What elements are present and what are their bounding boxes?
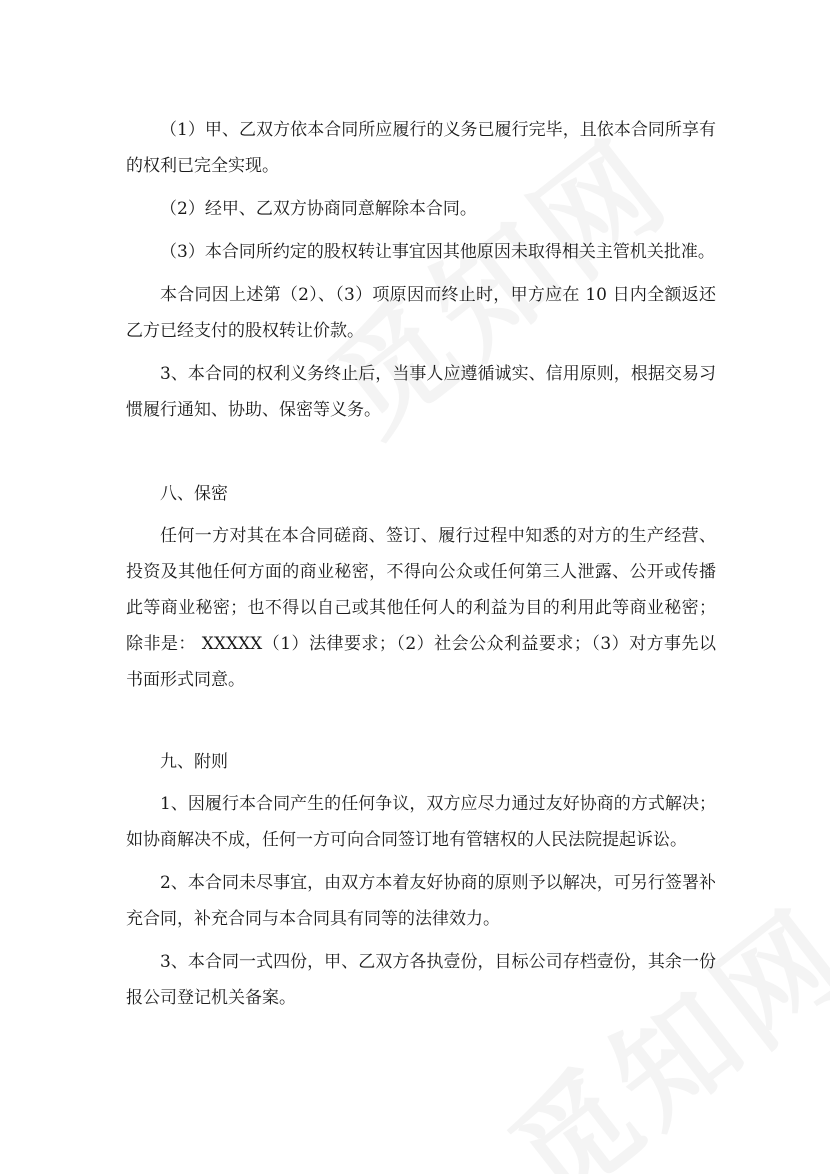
section-heading-confidentiality: 八、保密 [160, 484, 228, 504]
termination-item-3: （3）本合同所约定的股权转让事宜因其他原因未取得相关主管机关批准。 [160, 242, 715, 262]
supplementary-clause-1: 1、因履行本合同产生的任何争议，双方应尽力通过友好协商的方式解决；如协商解决不成，任何一方可向合同签订地有管辖权的人民法院提起诉讼。 [126, 794, 716, 850]
termination-refund: 本合同因上述第（2）、（3）项原因而终止时，甲方应在 10 日内全额返还乙方已经支付的股权转让价款。 [126, 285, 716, 341]
document-body [126, 112, 716, 1023]
termination-item-2: （2）经甲、乙双方协商同意解除本合同。 [160, 199, 477, 219]
confidentiality-body: 任何一方对其在本合同磋商、签订、履行过程中知悉的对方的生产经营、投资及其他任何方面的商业秘密，不得向公众或任何第三人泄露、公开或传播此等商业秘密；也不得以自己或其他任何人的利益为目的利用此等商业秘密；除非是： XXXXX（1）法律要求；（2）社会公众利益要求；（3）对方事先以书面形式同意。 [126, 526, 716, 690]
section-heading-supplementary: 九、附则 [160, 752, 228, 772]
supplementary-clause-2: 2、本合同未尽事宜，由双方本着友好协商的原则予以解决，可另行签署补充合同，补充合同与本合同具有同等的法律效力。 [126, 873, 716, 929]
termination-item-1: （1）甲、乙双方依本合同所应履行的义务已履行完毕，且依本合同所享有的权利已完全实现。 [126, 120, 716, 176]
termination-clause-3: 3、本合同的权利义务终止后，当事人应遵循诚实、信用原则，根据交易习惯履行通知、协助、保密等义务。 [126, 364, 716, 420]
supplementary-clause-3: 3、本合同一式四份，甲、乙双方各执壹份，目标公司存档壹份，其余一份报公司登记机关备案。 [126, 952, 716, 1008]
